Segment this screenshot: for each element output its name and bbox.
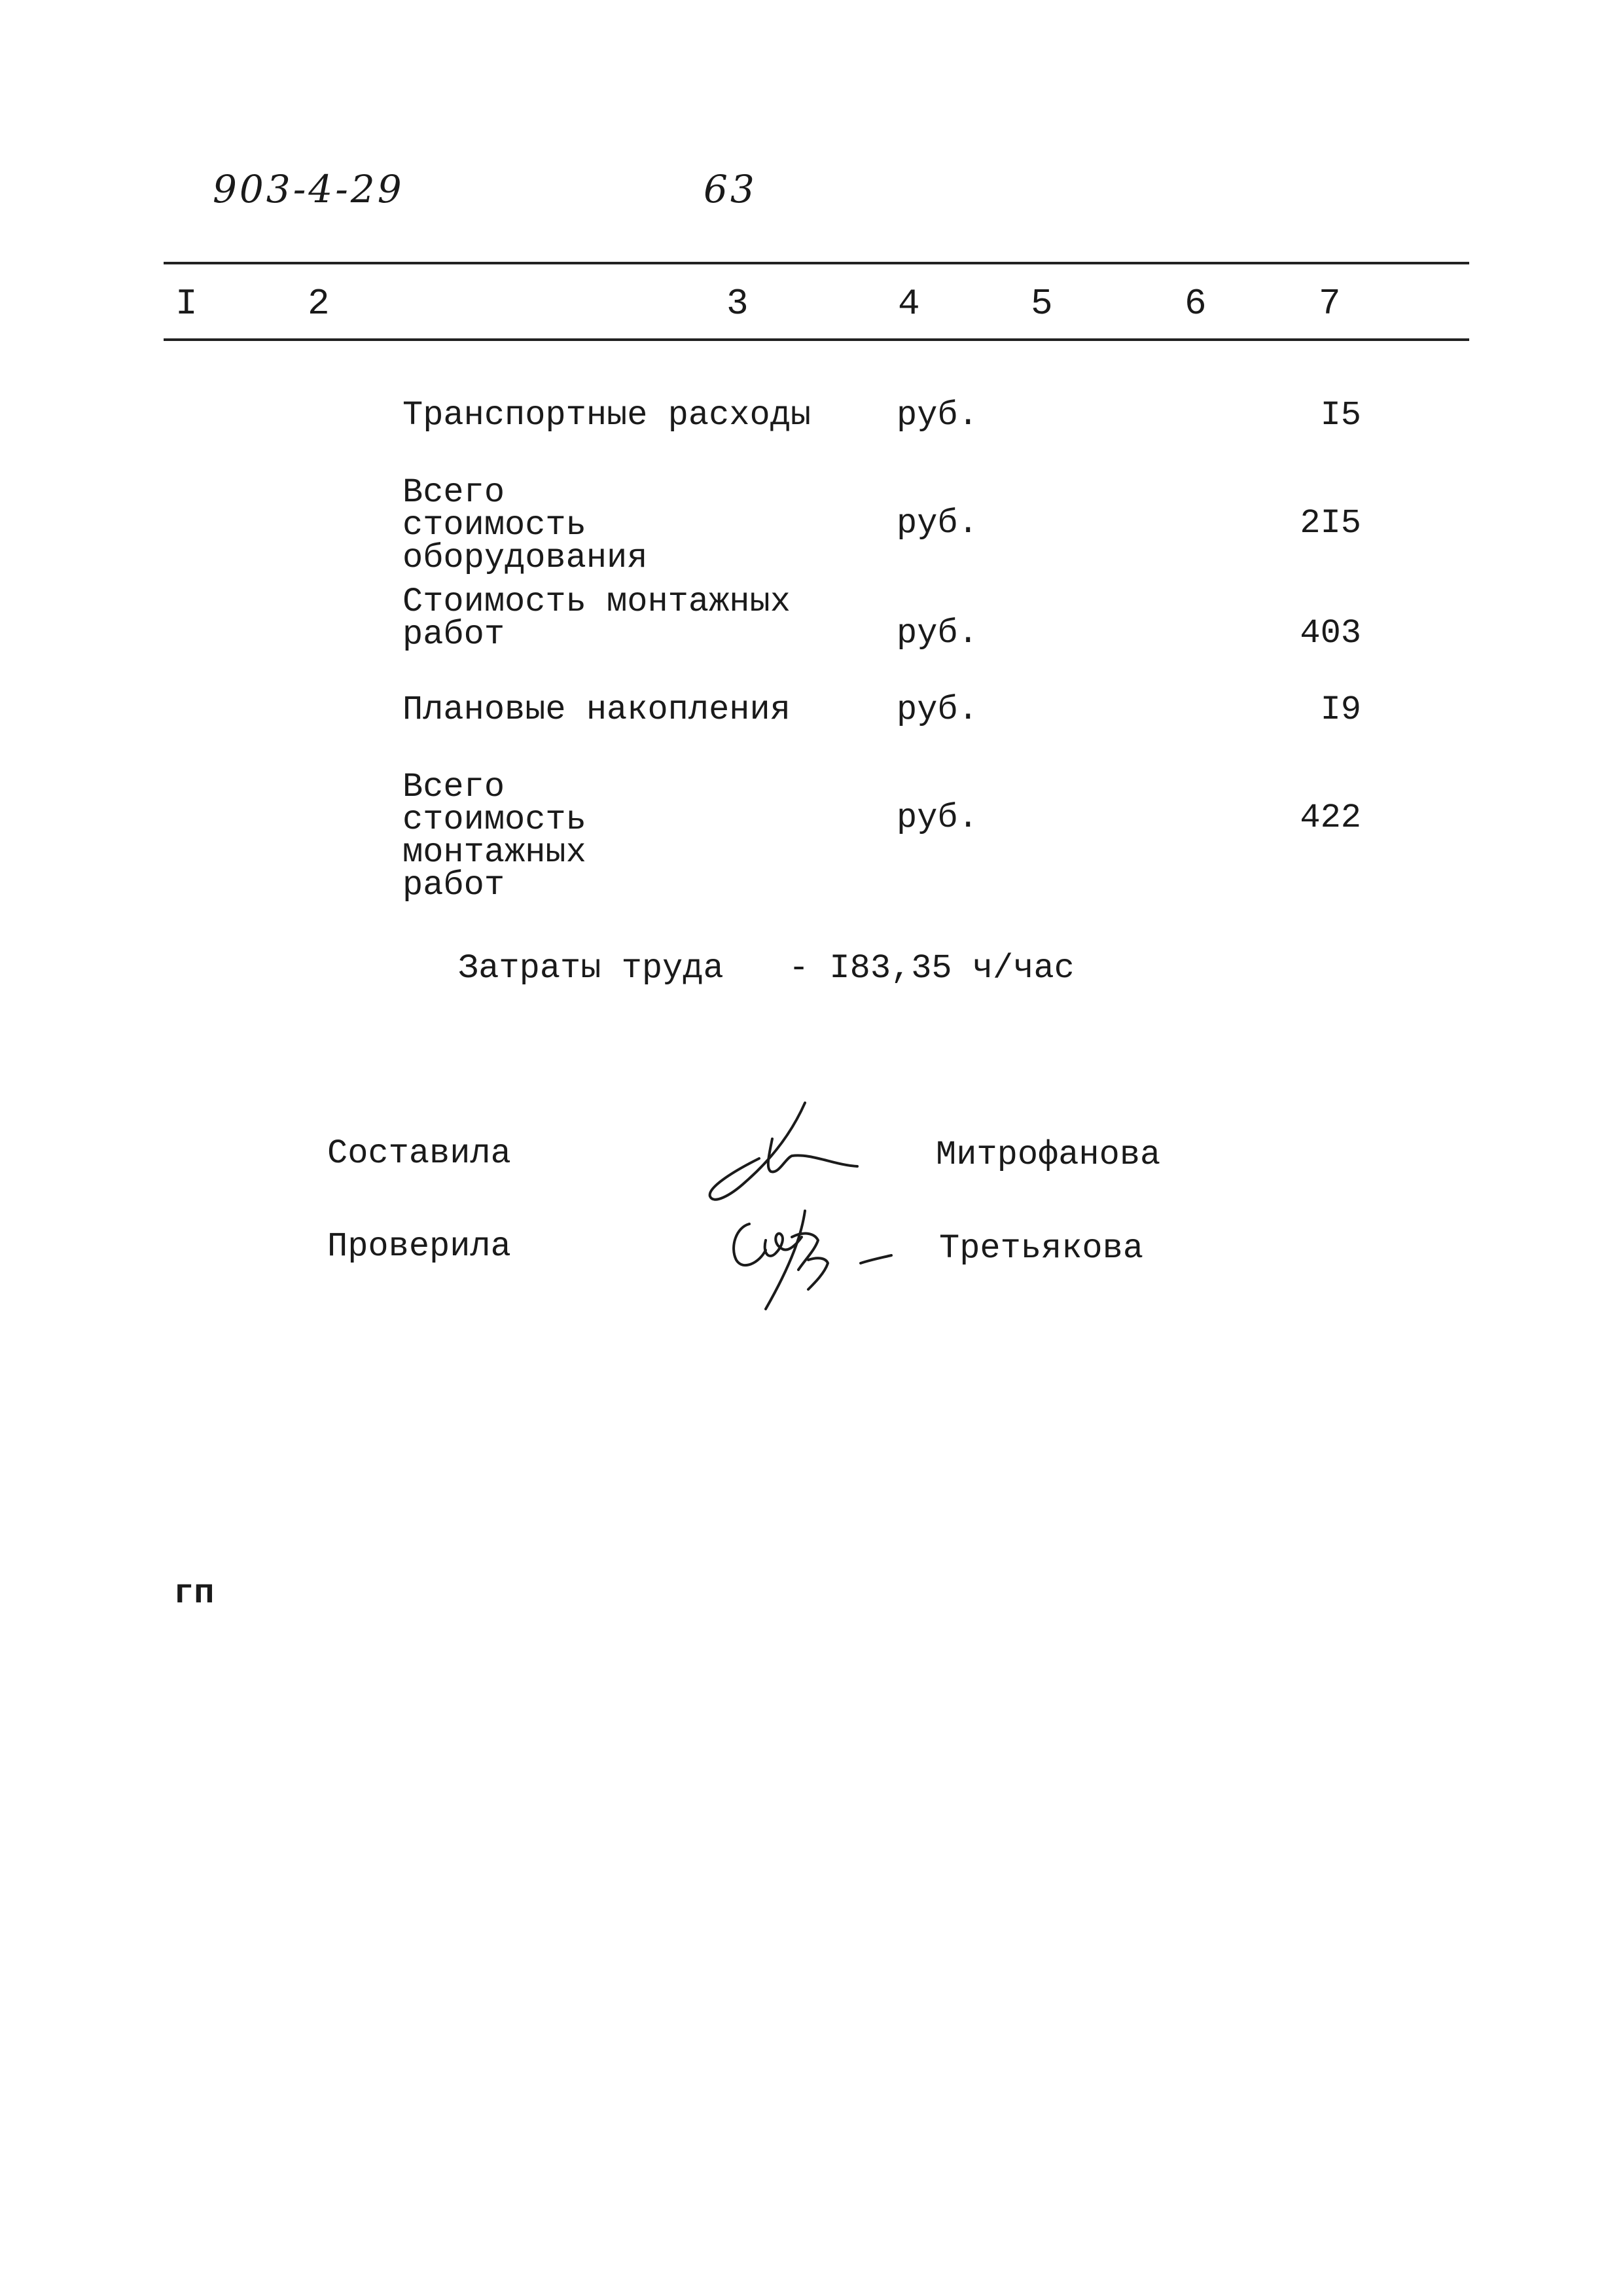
table-row-value: 2I5 — [1300, 504, 1361, 543]
table-row-unit: руб. — [897, 504, 978, 543]
labor-cost-value: - I83,35 ч/час — [789, 949, 1075, 988]
footer-mark: гп — [173, 1574, 215, 1613]
table-row-item: Плановые накопления — [402, 691, 791, 729]
compiled-by-label: Составила — [327, 1134, 511, 1173]
table-row-item: Всего стоимость монтажных работ — [402, 768, 586, 905]
column-header-2: 2 — [308, 283, 330, 325]
table-row-value: 422 — [1300, 798, 1361, 837]
table-top-rule — [164, 262, 1469, 264]
column-header-6: 6 — [1185, 283, 1207, 325]
table-row-unit: руб. — [897, 396, 978, 435]
table-header-bottom-rule — [164, 338, 1469, 341]
labor-cost-label: Затраты труда — [458, 949, 724, 988]
document-code: 903-4-29 — [213, 167, 404, 211]
signature-checker — [720, 1198, 916, 1322]
column-header-3: 3 — [726, 283, 749, 325]
table-row-item: Стоимость монтажных работ — [402, 583, 791, 654]
column-header-4: 4 — [898, 283, 920, 325]
table-row-value: 403 — [1300, 614, 1361, 653]
checked-by-label: Проверила — [327, 1227, 511, 1266]
table-row-value: I5 — [1320, 396, 1361, 435]
table-row-value: I9 — [1320, 691, 1361, 729]
table-row-item: Всего стоимость оборудования — [402, 473, 648, 577]
table-row-unit: руб. — [897, 691, 978, 729]
table-row-unit: руб. — [897, 798, 978, 837]
checked-by-name: Третьякова — [939, 1229, 1144, 1268]
column-header-7: 7 — [1319, 283, 1341, 325]
compiled-by-name: Митрофанова — [936, 1136, 1161, 1174]
page-number: 63 — [704, 167, 757, 211]
table-row-item: Транспортные расходы — [402, 396, 812, 435]
column-header-1: I — [175, 283, 198, 325]
table-row-unit: руб. — [897, 614, 978, 653]
column-header-5: 5 — [1031, 283, 1053, 325]
